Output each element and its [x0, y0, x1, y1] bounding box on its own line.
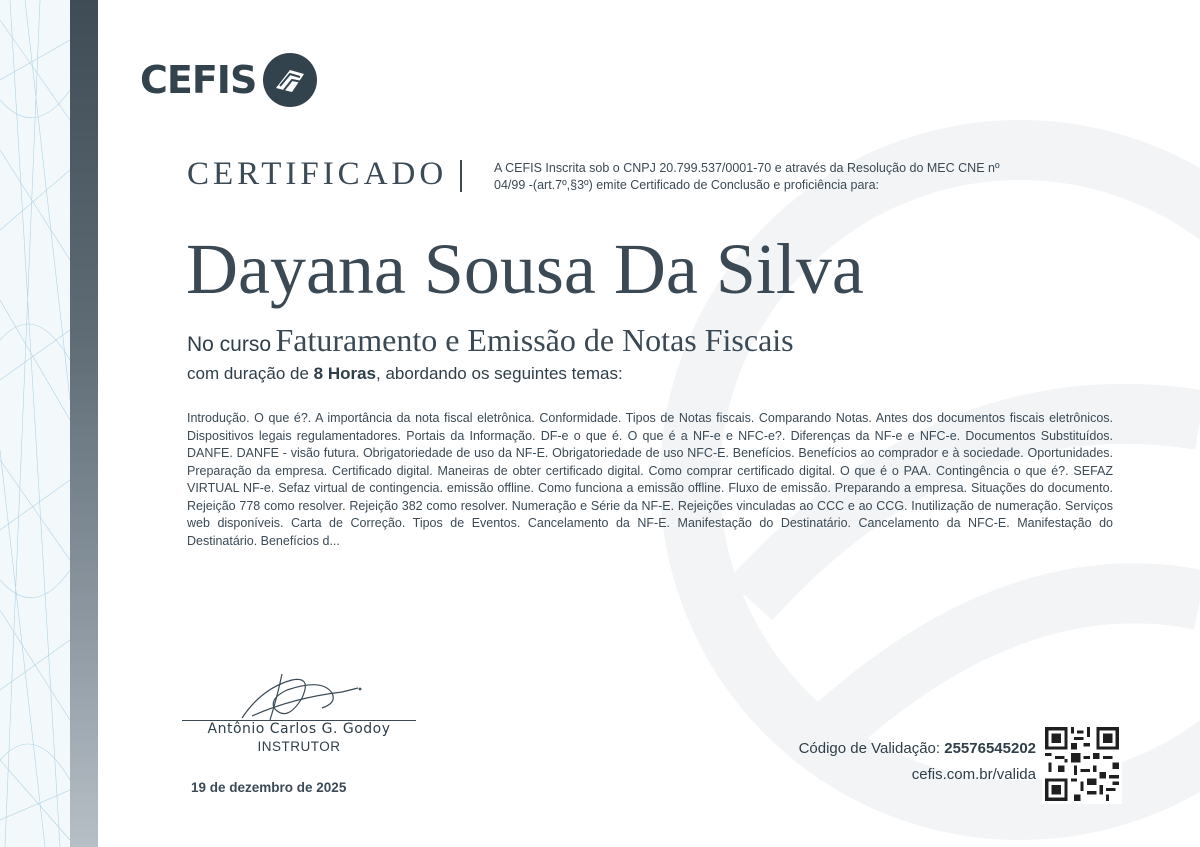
signature-image	[182, 668, 418, 728]
side-stripe	[70, 0, 98, 847]
cefis-logo-mark-icon	[262, 52, 318, 108]
logo-text: CEFIS	[140, 58, 257, 102]
validation-code: 25576545202	[944, 740, 1036, 757]
course-line	[187, 322, 794, 359]
validation-line	[799, 739, 1036, 759]
course-name: Faturamento e Emissão de Notas Fiscais	[275, 322, 794, 358]
course-prefix: No curso	[187, 333, 272, 356]
duration-value: 8 Horas	[313, 364, 377, 383]
course-topics: Introdução. O que é?. A importância da nota fiscal eletrônica. Conformidade. Tipos de Notas fiscais. Comparando Notas. Antes dos documentos fiscais eletrônicos. Dispositivos legais regulamentadores. Portais da Informação. DF-e o que é. O que é a NF-e e NFC-e?. Diferenças da NF-e e NFC-e. Documentos Substituídos. DANFE. DANFE - visão futura. Obrigatoriedade de uso da NF-E. Obrigatoriedade de uso NFC-E. Benefícios. Benefícios ao comprador e à sociedade. Oportunidades. Preparação da empresa. Certificado digital. Maneiras de obter certificado digital. Como comprar certificado digital. O que é o PAA. Contingência o que é?. SEFAZ VIRTUAL NF-e. Sefaz virtual de contingencia. emissão offline. Como funciona a emissão offline. Fluxo de emissão. Preparando a empresa. Situações do documento. Rejeição 778 como resolver. Rejeição 382 como resolver. Numeração e Série da NF-E. Rejeições vinculadas ao CCC e ao CCG. Inutilização de numeração. Serviços web disponíveis. Carta de Correção. Tipos de Eventos. Cancelamento da NF-E. Manifestação do Destinatário. Cancelamento da NFC-E. Manifestação do Destinatário. Benefícios d...	[187, 411, 1113, 548]
instructor-name: Antônio Carlos G. Godoy	[207, 721, 391, 737]
certificate-title: CERTIFICADO	[187, 156, 448, 192]
duration-prefix: com duração de	[187, 364, 309, 383]
validation-block	[799, 739, 1036, 785]
qr-code-icon[interactable]	[1042, 724, 1122, 804]
duration-line	[187, 364, 623, 384]
instructor-role: INSTRUTOR	[257, 739, 341, 754]
certificate-description: A CEFIS Inscrita sob o CNPJ 20.799.537/0001-70 e através da Resolução do MEC CNE nº 04/99 -(art.7º,§3º) emite Certificado de Conclusão e proficiência para:	[494, 161, 1000, 192]
duration-suffix: , abordando os seguintes temas:	[376, 364, 623, 383]
header-divider	[460, 160, 462, 192]
cefis-logo	[140, 52, 318, 108]
validation-url[interactable]: cefis.com.br/valida	[911, 766, 1036, 783]
recipient-name: Dayana Sousa Da Silva	[186, 229, 864, 309]
side-pattern	[0, 0, 70, 847]
validation-label: Código de Validação:	[798, 740, 941, 757]
issue-date: 19 de dezembro de 2025	[191, 780, 347, 795]
